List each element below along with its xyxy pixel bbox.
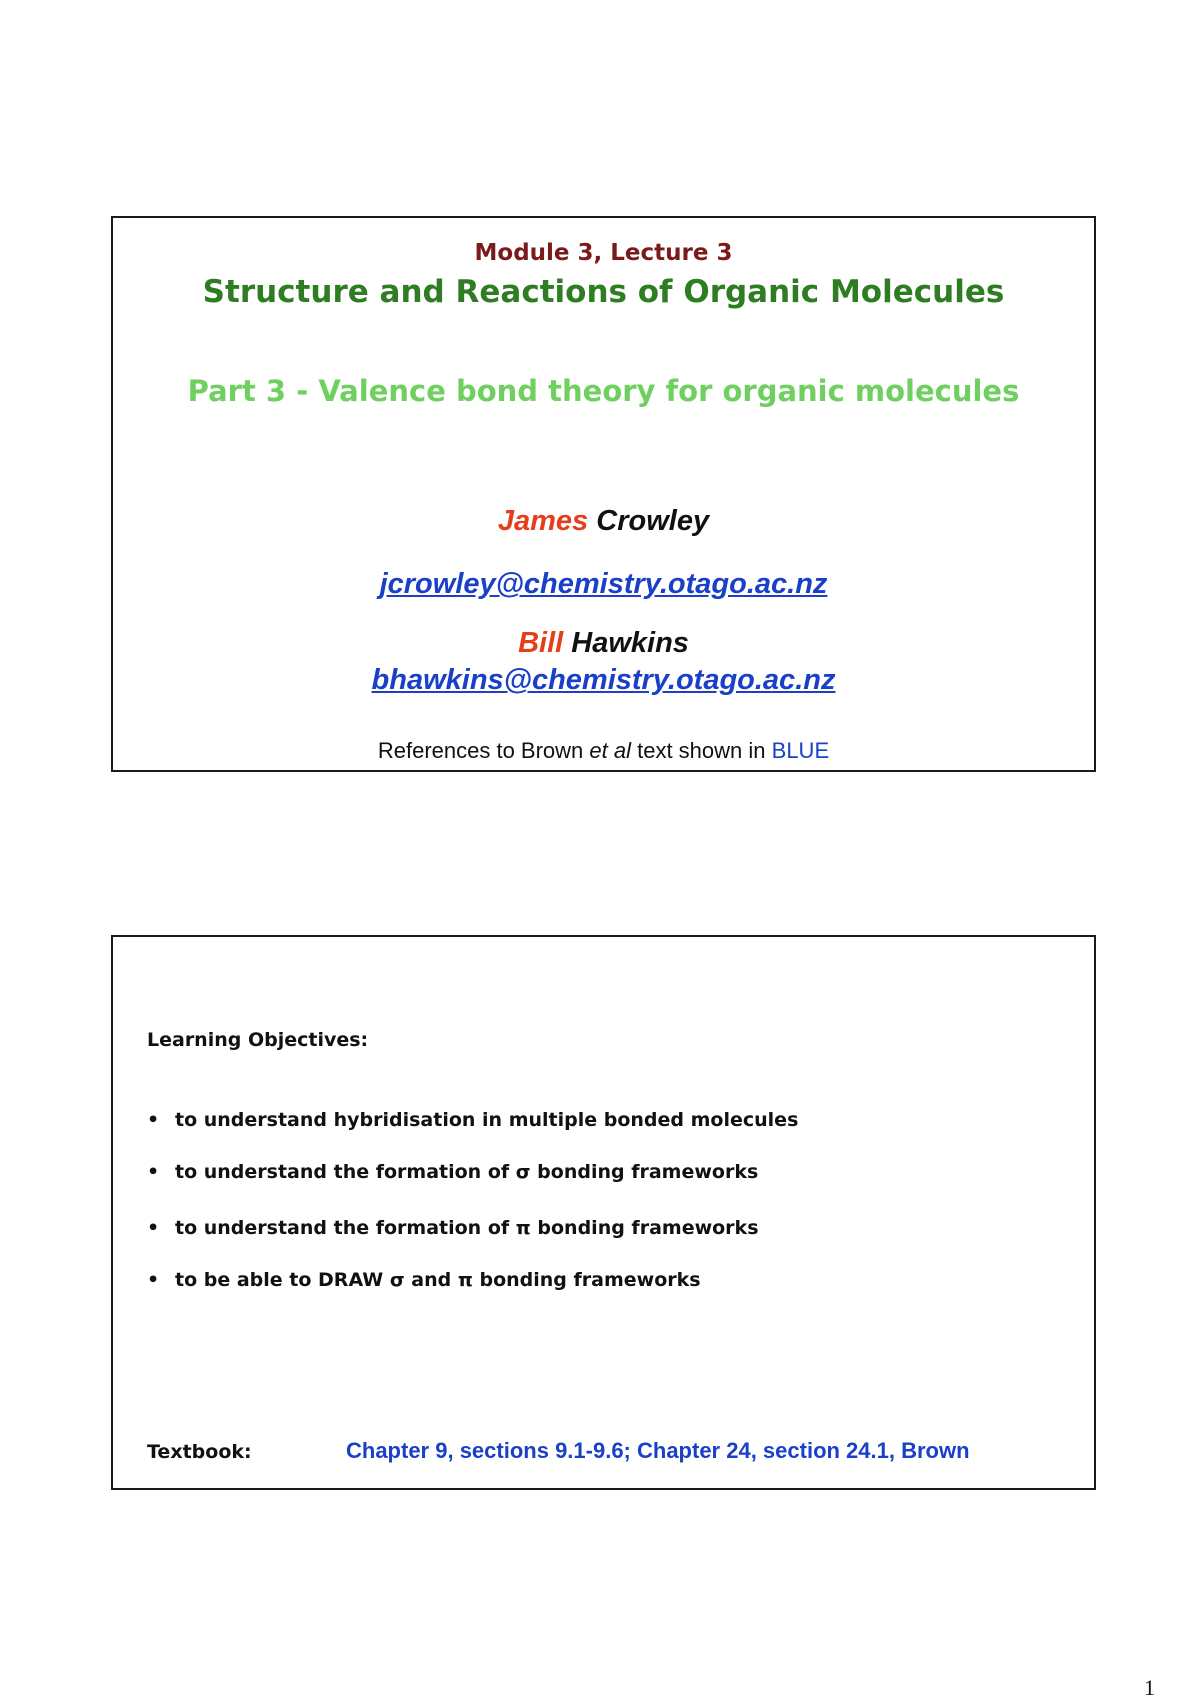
- author-first-name: James: [497, 505, 589, 537]
- objectives-heading: Learning Objectives:: [147, 1029, 369, 1051]
- email-row-1: [113, 568, 1094, 601]
- module-heading: Module 3, Lecture 3: [474, 240, 733, 266]
- refs-mid: text shown in: [631, 738, 772, 763]
- email-row-2: [113, 664, 1094, 697]
- author-last-name: Hawkins: [571, 627, 689, 659]
- bullet-icon: •: [147, 1269, 160, 1291]
- author-first-name: Bill: [518, 627, 564, 659]
- refs-blue-word: BLUE: [771, 738, 830, 763]
- bullet-icon: •: [147, 1161, 160, 1183]
- author-last-name: Crowley: [596, 505, 710, 537]
- refs-etal: et al: [589, 738, 631, 763]
- refs-prefix: References to Brown: [377, 738, 590, 763]
- references-note: [113, 738, 1094, 764]
- objective-text: to be able to DRAW σ and π bonding frameworks: [175, 1269, 701, 1291]
- bullet-icon: •: [147, 1217, 160, 1239]
- textbook-label: Textbook:: [147, 1441, 252, 1463]
- objective-text: to understand the formation of π bonding frameworks: [175, 1217, 759, 1239]
- author-james-crowley: [113, 505, 1094, 538]
- part-subtitle: Part 3 - Valence bond theory for organic molecules: [187, 374, 1020, 408]
- page-number: 1: [1144, 1675, 1155, 1700]
- objective-text: to understand hybridisation in multiple bonded molecules: [175, 1109, 799, 1131]
- author-bill-hawkins: [113, 627, 1094, 660]
- lecture-title: Structure and Reactions of Organic Molecules: [202, 274, 1005, 310]
- textbook-reference: Chapter 9, sections 9.1-9.6; Chapter 24, section 24.1, Brown: [346, 1438, 970, 1463]
- email-link-bhawkins[interactable]: bhawkins@chemistry.otago.ac.nz: [371, 664, 836, 696]
- title-slide: [111, 216, 1096, 772]
- objective-text: to understand the formation of σ bonding frameworks: [175, 1161, 759, 1183]
- objectives-slide: [111, 935, 1096, 1490]
- bullet-icon: •: [147, 1109, 160, 1131]
- email-link-jcrowley[interactable]: jcrowley@chemistry.otago.ac.nz: [379, 568, 828, 600]
